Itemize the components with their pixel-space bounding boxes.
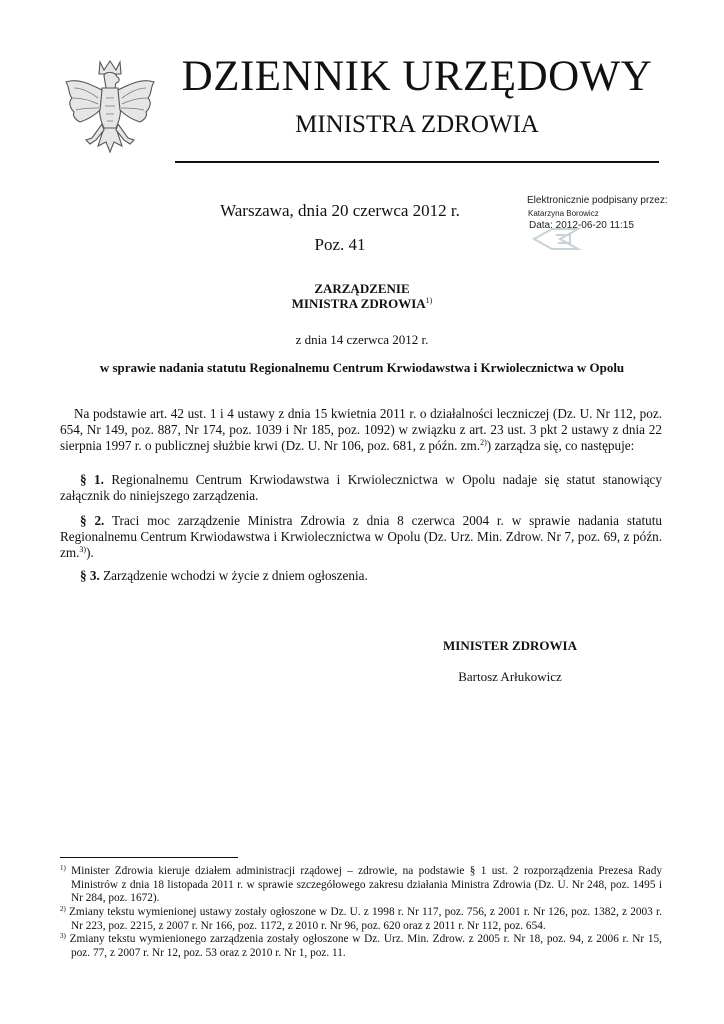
paragraph-1-text: Regionalnemu Centrum Krwiodawstwa i Krwiolecznictwa w Opolu nadaje się statut stanowiący załącznik do niniejszego zarządzenia.	[60, 472, 662, 503]
ministry-subtitle: MINISTRA ZDROWIA	[295, 111, 539, 138]
preamble-paragraph	[60, 406, 662, 454]
ordinance-subject: w sprawie nadania statutu Regionalnemu Centrum Krwiodawstwa i Krwiolecznictwa w Opolu	[99, 360, 625, 375]
ordinance-date: z dnia 14 czerwca 2012 r.	[295, 332, 429, 347]
signer-name: Katarzyna Borowicz	[528, 209, 599, 218]
signature-validity-mark-icon	[530, 225, 582, 253]
paragraph-2-end: ).	[86, 545, 94, 560]
paragraph-1-label: § 1.	[80, 472, 104, 487]
footnote-ref-2: 2)	[480, 438, 487, 447]
signatory-title: MINISTER ZDROWIA	[443, 638, 577, 653]
signatory-name: Bartosz Arłukowicz	[458, 669, 562, 684]
signature-label: Elektronicznie podpisany przez:	[527, 195, 668, 206]
paragraph-3-label: § 3.	[80, 568, 100, 583]
footnote-3	[60, 933, 662, 960]
footnote-ref-1: 1)	[425, 296, 433, 305]
ordinance-authority	[0, 296, 724, 312]
paragraph-3-text: Zarządzenie wchodzi w życie z dniem ogłoszenia.	[99, 568, 368, 583]
header-divider	[175, 161, 659, 163]
paragraph-1	[60, 472, 662, 504]
footnote-2-marker: 2)	[60, 905, 66, 913]
footnote-2-text: Zmiany tekstu wymienionej ustawy zostały ogłoszone w Dz. U. z 1998 r. Nr 117, poz. 756, z 2001 r. Nr 126, poz. 1382, z 2003 r. Nr 223, poz. 2215, z 2007 r. Nr 166, poz. 1172, z 2010 r. Nr 96, poz. 620 oraz z 2011 r. Nr 112, poz. 654.	[65, 906, 662, 932]
footnote-1-text: Minister Zdrowia kieruje działem administracji rządowej – zdrowie, na podstawie § 1 ust. 2 rozporządzenia Prezesa Rady Ministrów z dnia 18 listopada 2011 r. w sprawie szczegółowego zakresu działania Ministra Zdrowia (Dz. U. Nr 248, poz. 1495 i Nr 284, poz. 1672).	[65, 865, 662, 904]
footnote-1-marker: 1)	[60, 864, 66, 872]
journal-title: DZIENNIK URZĘDOWY	[181, 53, 653, 100]
ordinance-title: ZARZĄDZENIE	[314, 281, 410, 296]
paragraph-2-label: § 2.	[80, 513, 105, 528]
preamble-text: Na podstawie art. 42 ust. 1 i 4 ustawy z dnia 15 kwietnia 2011 r. o działalności leczniczej (Dz. U. Nr 112, poz. 654, Nr 149, poz. 887, Nr 174, poz. 1039 i Nr 185, poz. 1092) w związku z art. 23 ust. 3 pkt 2 ustawy z dnia 22 sierpnia 1997 r. o publicznej służbie krwi (Dz. U. Nr 106, poz. 681, z późn. zm.	[60, 406, 662, 453]
footnote-divider	[60, 857, 238, 858]
ordinance-authority-text: MINISTRA ZDROWIA	[291, 296, 426, 311]
footnote-2	[60, 906, 662, 933]
signature-date: Data: 2012-06-20 11:15	[529, 220, 634, 231]
footnote-1	[60, 865, 662, 906]
paragraph-3	[60, 568, 662, 584]
electronic-signature-block	[522, 195, 722, 257]
polish-eagle-emblem-icon	[60, 58, 160, 166]
preamble-end: ) zarządza się, co następuje:	[486, 438, 635, 453]
position-number: Poz. 41	[314, 235, 366, 254]
footnote-3-text: Zmiany tekstu wymienionego zarządzenia zostały ogłoszone w Dz. Urz. Min. Zdrow. z 2005 r. Nr 18, poz. 94, z 2006 r. Nr 15, poz. 77, z 2007 r. Nr 12, poz. 53 oraz z 2010 r. Nr 1, poz. 11.	[65, 933, 662, 959]
paragraph-2	[60, 513, 662, 561]
footnote-ref-3: 3)	[79, 545, 87, 554]
footnote-3-marker: 3)	[60, 932, 66, 940]
paragraph-2-text: Traci moc zarządzenie Ministra Zdrowia z dnia 8 czerwca 2004 r. w sprawie nadania statutu Regionalnemu Centrum Krwiodawstwa i Krwiolecznictwa w Opolu (Dz. Urz. Min. Zdrow. Nr 7, poz. 69, z późn. zm.	[60, 513, 662, 560]
place-and-date: Warszawa, dnia 20 czerwca 2012 r.	[220, 201, 460, 220]
